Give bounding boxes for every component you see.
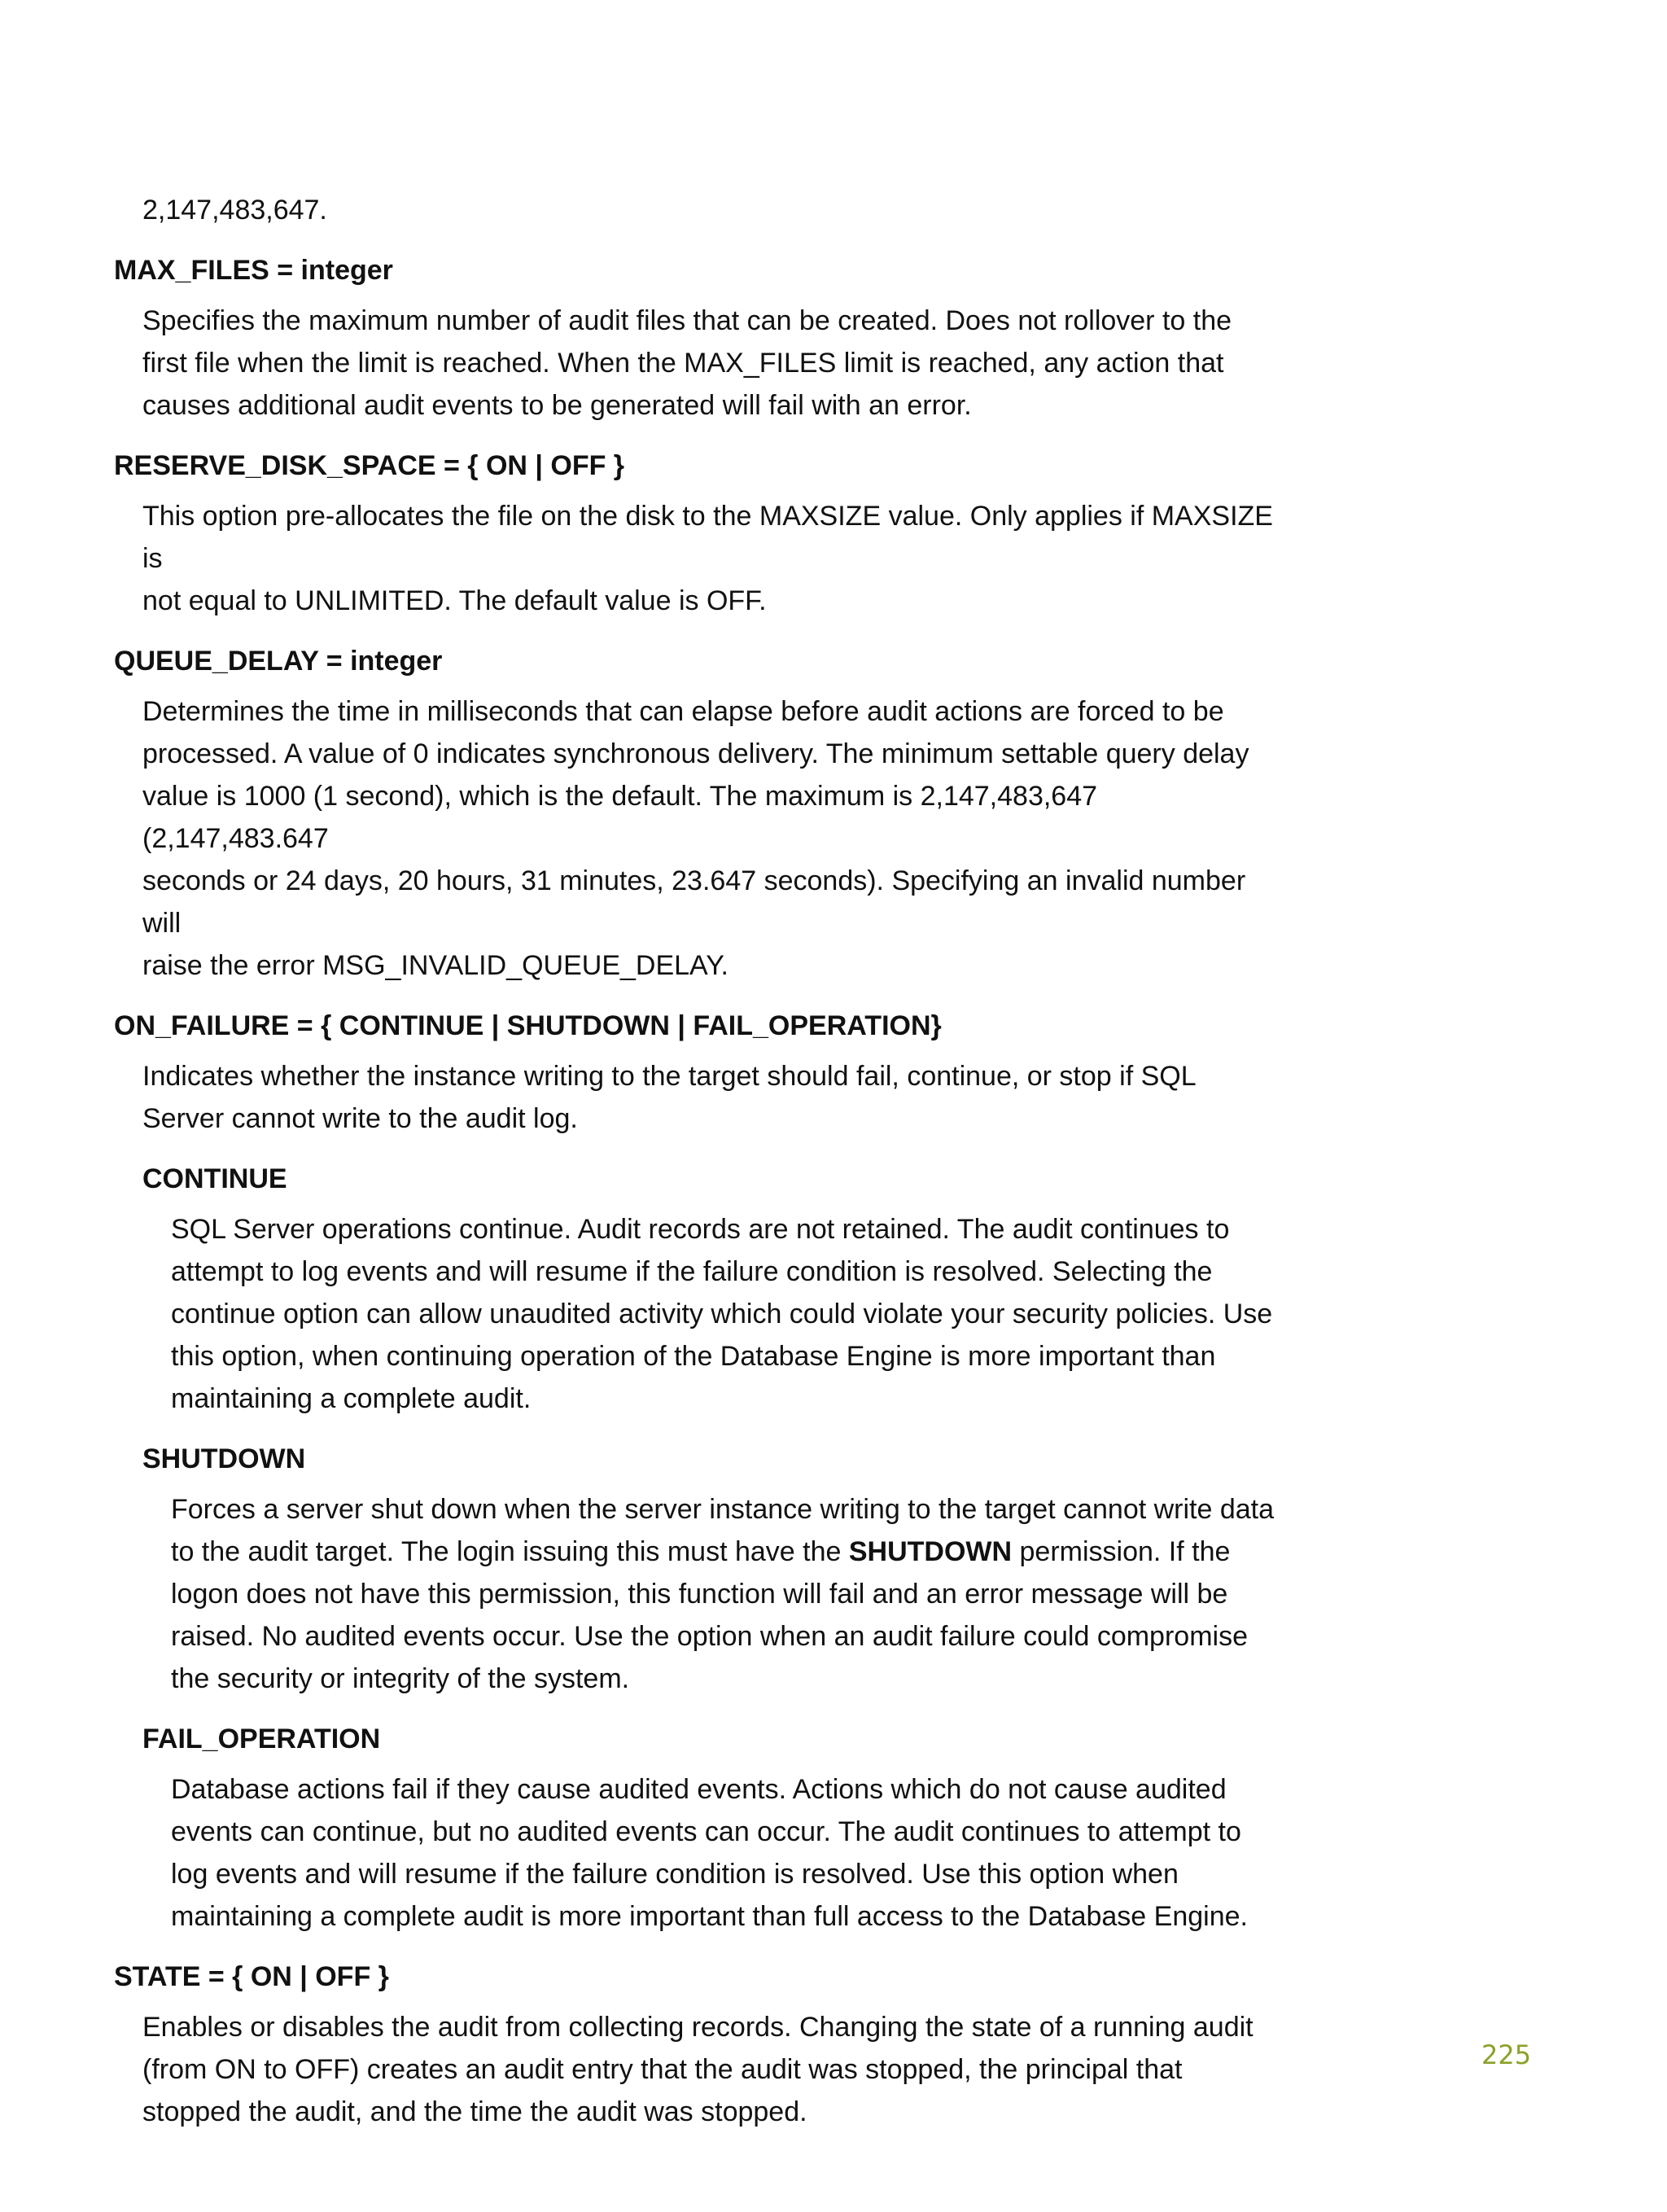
continuation-text: 2,147,483,647.	[142, 195, 327, 226]
text-line: value is 1000 (1 second), which is the default. The maximum is 2,147,483,647 (2,147,483.647	[142, 781, 1098, 854]
text-line: first file when the limit is reached. When the MAX_FILES limit is reached, any action that	[142, 348, 1224, 379]
text-line: raised. No audited events occur. Use the option when an audit failure could compromise	[171, 1621, 1248, 1652]
state-description	[114, 2006, 1286, 2133]
text-line: Determines the time in milliseconds that can elapse before audit actions are forced to be	[142, 696, 1224, 727]
text-line: Specifies the maximum number of audit files that can be created. Does not rollover to the	[142, 305, 1232, 336]
text-line: events can continue, but no audited events can occur. The audit continues to attempt to	[171, 1816, 1241, 1847]
reserve-disk-space-description	[114, 495, 1286, 622]
state-term: STATE = { ON | OFF }	[114, 1961, 389, 1992]
text-line: This option pre-allocates the file on the disk to the MAXSIZE value. Only applies if MAXSIZE is	[142, 501, 1273, 574]
text-run: permission. If the	[1012, 1536, 1231, 1567]
text-line: Server cannot write to the audit log.	[142, 1103, 578, 1134]
continue-description	[114, 1208, 1286, 1420]
on-failure-term: ON_FAILURE = { CONTINUE | SHUTDOWN | FAIL_OPERATION}	[114, 1010, 942, 1041]
text-run: to the audit target. The login issuing this must have the	[171, 1536, 849, 1567]
text-line: seconds or 24 days, 20 hours, 31 minutes, 23.647 seconds). Specifying an invalid number will	[142, 865, 1246, 939]
text-line: logon does not have this permission, this function will fail and an error message will be	[171, 1579, 1228, 1610]
text-line: Enables or disables the audit from collecting records. Changing the state of a running audit	[142, 2012, 1254, 2043]
max-files-term: MAX_FILES = integer	[114, 255, 393, 286]
queue-delay-description	[114, 690, 1286, 987]
text-line: Indicates whether the instance writing to the target should fail, continue, or stop if SQL	[142, 1061, 1197, 1092]
fail-operation-description	[114, 1768, 1286, 1938]
text-line: causes additional audit events to be generated will fail with an error.	[142, 390, 972, 421]
page-content	[114, 189, 1286, 2133]
text-line	[171, 1531, 1286, 1573]
text-line: maintaining a complete audit is more important than full access to the Database Engine.	[171, 1901, 1248, 1932]
text-line: Forces a server shut down when the server instance writing to the target cannot write data	[171, 1494, 1275, 1525]
text-line: attempt to log events and will resume if the failure condition is resolved. Selecting the	[171, 1256, 1213, 1287]
shutdown-description	[114, 1488, 1286, 1700]
queue-delay-term: QUEUE_DELAY = integer	[114, 646, 443, 677]
page-number: 225	[1481, 2039, 1532, 2070]
shutdown-term: SHUTDOWN	[142, 1443, 306, 1474]
text-line: maintaining a complete audit.	[171, 1383, 532, 1414]
text-line: raise the error MSG_INVALID_QUEUE_DELAY.	[142, 950, 728, 981]
text-line: continue option can allow unaudited activity which could violate your security policies. Use	[171, 1299, 1273, 1329]
text-line: stopped the audit, and the time the audit was stopped.	[142, 2096, 807, 2127]
text-line: processed. A value of 0 indicates synchronous delivery. The minimum settable query delay	[142, 738, 1249, 769]
text-line: this option, when continuing operation of the Database Engine is more important than	[171, 1341, 1216, 1372]
reserve-disk-space-term: RESERVE_DISK_SPACE = { ON | OFF }	[114, 450, 625, 481]
on-failure-description	[114, 1055, 1286, 1140]
text-line: (from ON to OFF) creates an audit entry that the audit was stopped, the principal that	[142, 2054, 1183, 2085]
text-line: log events and will resume if the failure condition is resolved. Use this option when	[171, 1859, 1179, 1890]
max-files-description	[114, 300, 1286, 427]
shutdown-permission-keyword: SHUTDOWN	[848, 1536, 1013, 1567]
fail-operation-term: FAIL_OPERATION	[142, 1724, 381, 1754]
text-line: not equal to UNLIMITED. The default value is OFF.	[142, 585, 767, 616]
text-line: the security or integrity of the system.	[171, 1663, 630, 1694]
text-line: Database actions fail if they cause audited events. Actions which do not cause audited	[171, 1774, 1227, 1805]
continue-term: CONTINUE	[142, 1163, 287, 1194]
text-line: SQL Server operations continue. Audit records are not retained. The audit continues to	[171, 1214, 1230, 1245]
